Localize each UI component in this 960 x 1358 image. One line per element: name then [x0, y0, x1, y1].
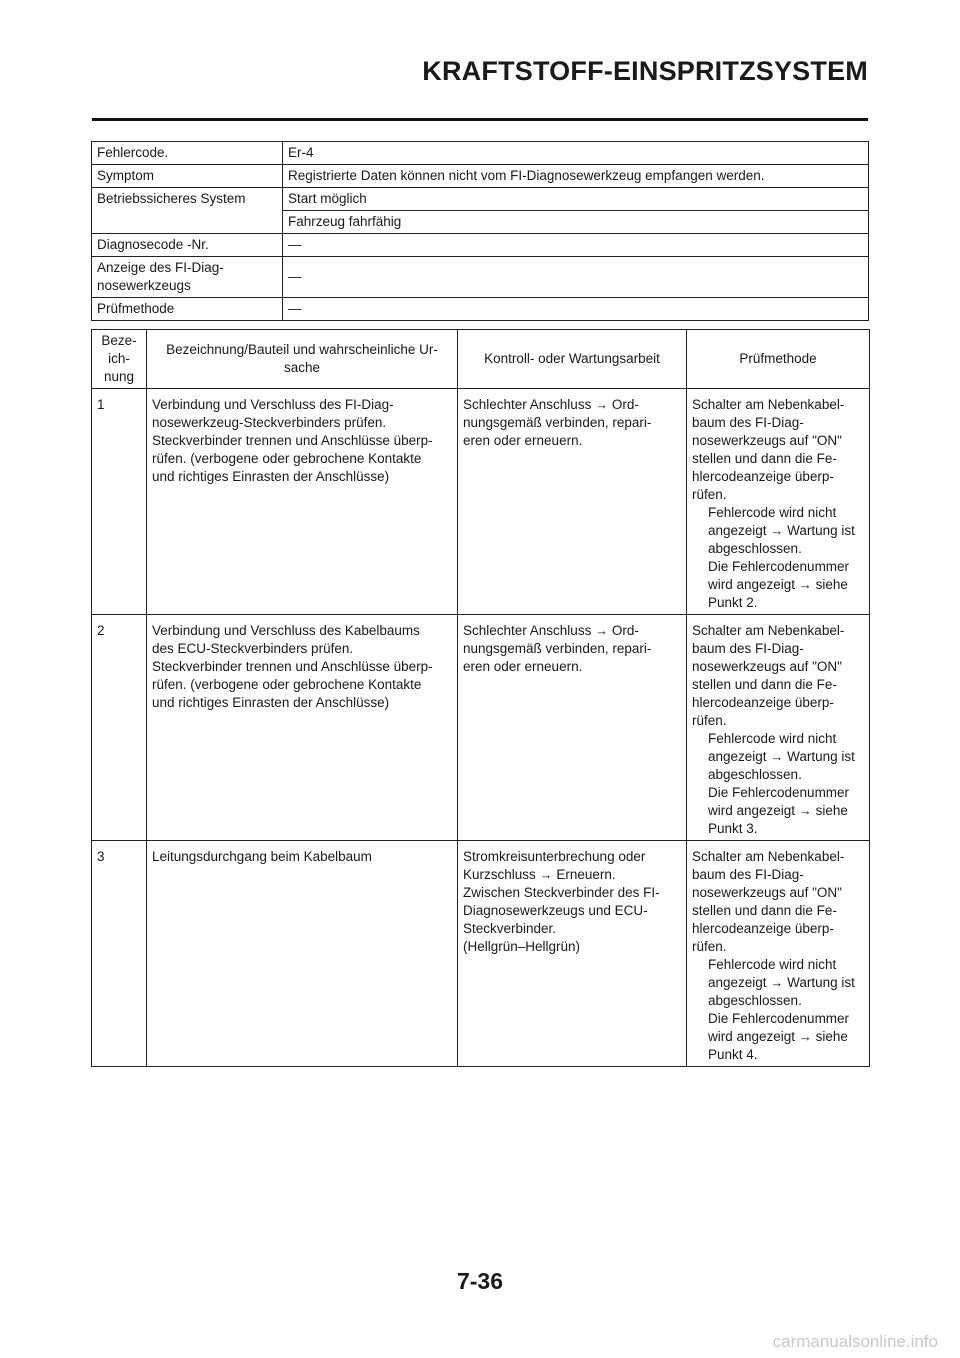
text-line: Stromkreisunterbrechung oder	[463, 849, 646, 864]
text-line: Diagnosewerkzeugs und ECU-	[463, 903, 648, 918]
text-span: Wartung ist	[787, 975, 855, 990]
safety-label: Betriebssicheres System	[92, 188, 283, 234]
table-row	[92, 615, 870, 841]
page-number: 7-36	[456, 1268, 504, 1294]
step-method	[687, 615, 870, 841]
arrow-right-icon: →	[798, 1029, 812, 1044]
symptom-value: Registrierte Daten können nicht vom FI-Diagnosewerkzeug empfangen werden.	[283, 165, 869, 188]
arrow-right-icon: →	[770, 749, 784, 764]
text-line: Verbindung und Verschluss des FI-Diag-	[152, 397, 394, 412]
text-line: nungsgemäß verbinden, repari-	[463, 641, 652, 656]
text-span: angezeigt	[708, 975, 767, 990]
text-line: (Hellgrün–Hellgrün)	[463, 939, 581, 954]
text-line: abgeschlossen.	[708, 541, 802, 556]
text-line: eren oder erneuern.	[463, 659, 583, 674]
text-line: eren oder erneuern.	[463, 433, 583, 448]
text-line: Punkt 3.	[708, 821, 758, 836]
header-line: Bezeichnung/Bauteil und wahrscheinliche Ur-	[166, 342, 438, 357]
table-row	[92, 142, 869, 165]
header-line: Beze-	[101, 333, 137, 348]
text-line	[463, 396, 681, 414]
text-line	[692, 522, 864, 540]
text-line: Schalter am Nebenkabel-	[692, 849, 845, 864]
symptom-label: Symptom	[92, 165, 283, 188]
step-cause	[147, 841, 458, 1067]
col-header-action: Kontroll- oder Wartungsarbeit	[458, 330, 687, 389]
text-span: wird angezeigt	[708, 803, 796, 818]
step-action	[458, 841, 687, 1067]
text-span: Wartung ist	[787, 749, 855, 764]
text-line: nosewerkzeug-Steckverbinders prüfen.	[152, 415, 387, 430]
text-line: Zwischen Steckverbinder des FI-	[463, 885, 660, 900]
col-header-number	[92, 330, 147, 389]
table-row	[92, 389, 870, 615]
text-line: Punkt 4.	[708, 1047, 758, 1062]
step-action	[458, 389, 687, 615]
text-line: Verbindung und Verschluss des Kabelbaums	[152, 623, 420, 638]
display-label-line: Anzeige des FI-Diag-	[97, 260, 224, 275]
safety-value-start: Start möglich	[283, 188, 869, 211]
text-line	[692, 748, 864, 766]
display-label-line: nosewerkzeugs	[97, 278, 191, 293]
text-line: Steckverbinder trennen und Anschlüsse überp-	[152, 659, 433, 674]
step-method	[687, 841, 870, 1067]
text-line: rüfen. (verbogene oder gebrochene Kontakte	[152, 677, 422, 692]
header-line: nung	[103, 369, 135, 384]
text-span: Kurzschluss	[463, 867, 536, 882]
watermark: carmanualsonline.info	[772, 1332, 938, 1351]
text-line	[692, 1028, 864, 1046]
display-label	[92, 257, 283, 298]
text-line: Steckverbinder.	[463, 921, 557, 936]
text-line: rüfen.	[692, 713, 727, 728]
text-line: nosewerkzeugs auf "ON"	[692, 885, 842, 900]
step-number: 2	[92, 615, 147, 841]
arrow-right-icon: →	[539, 867, 553, 882]
text-line: nosewerkzeugs auf "ON"	[692, 659, 842, 674]
text-line: stellen und dann die Fe-	[692, 677, 837, 692]
text-line: baum des FI-Diag-	[692, 415, 804, 430]
text-line: Schalter am Nebenkabel-	[692, 397, 845, 412]
diag-code-label: Diagnosecode -Nr.	[92, 234, 283, 257]
step-cause	[147, 615, 458, 841]
step-cause	[147, 389, 458, 615]
method-value: —	[283, 298, 869, 321]
text-span: angezeigt	[708, 523, 767, 538]
text-span: wird angezeigt	[708, 1029, 796, 1044]
arrow-right-icon: →	[770, 523, 784, 538]
text-line: und richtiges Einrasten der Anschlüsse)	[152, 469, 390, 484]
text-line: und richtiges Einrasten der Anschlüsse)	[152, 695, 390, 710]
step-action	[458, 615, 687, 841]
method-label: Prüfmethode	[92, 298, 283, 321]
text-line: baum des FI-Diag-	[692, 641, 804, 656]
text-line	[692, 576, 864, 594]
table-row	[92, 234, 869, 257]
step-method	[687, 389, 870, 615]
text-line	[463, 866, 681, 884]
text-span: wird angezeigt	[708, 577, 796, 592]
text-span: siehe	[815, 577, 848, 592]
steps-table	[91, 329, 870, 1067]
text-line: rüfen.	[692, 487, 727, 502]
safety-value-drive: Fahrzeug fahrfähig	[283, 211, 869, 234]
text-line: Die Fehlercodenummer	[708, 1011, 850, 1026]
text-line: nosewerkzeugs auf "ON"	[692, 433, 842, 448]
table-row	[92, 257, 869, 298]
page-title: KRAFTSTOFF-EINSPRITZSYSTEM	[422, 56, 868, 86]
text-line: abgeschlossen.	[708, 993, 802, 1008]
steps-header-row	[92, 330, 870, 389]
text-line: Fehlercode wird nicht	[708, 731, 837, 746]
text-line: Fehlercode wird nicht	[708, 957, 837, 972]
text-line: Die Fehlercodenummer	[708, 559, 850, 574]
text-span: Schlechter Anschluss	[463, 397, 592, 412]
text-line: hlercodeanzeige überp-	[692, 469, 834, 484]
table-row	[92, 188, 869, 211]
text-line: stellen und dann die Fe-	[692, 903, 837, 918]
text-line: Steckverbinder trennen und Anschlüsse überp-	[152, 433, 433, 448]
text-line: Die Fehlercodenummer	[708, 785, 850, 800]
text-line: nungsgemäß verbinden, repari-	[463, 415, 652, 430]
text-line: hlercodeanzeige überp-	[692, 921, 834, 936]
table-row	[92, 165, 869, 188]
fehlercode-label: Fehlercode.	[92, 142, 283, 165]
text-line: Leitungsdurchgang beim Kabelbaum	[152, 849, 372, 864]
text-line	[692, 974, 864, 992]
arrow-right-icon: →	[595, 397, 609, 412]
text-span: siehe	[815, 803, 848, 818]
fehlercode-value: Er-4	[283, 142, 869, 165]
text-line: des ECU-Steckverbinders prüfen.	[152, 641, 354, 656]
fault-info-table	[91, 141, 869, 321]
text-line: abgeschlossen.	[708, 767, 802, 782]
text-line: Fehlercode wird nicht	[708, 505, 837, 520]
text-line: Punkt 2.	[708, 595, 758, 610]
text-line	[692, 802, 864, 820]
text-span: Ord-	[611, 623, 639, 638]
text-line: hlercodeanzeige überp-	[692, 695, 834, 710]
text-span: siehe	[815, 1029, 848, 1044]
text-line	[463, 622, 681, 640]
text-line: stellen und dann die Fe-	[692, 451, 837, 466]
text-span: Erneuern.	[556, 867, 616, 882]
text-line: Schalter am Nebenkabel-	[692, 623, 845, 638]
table-row	[92, 298, 869, 321]
display-value: —	[283, 257, 869, 298]
text-span: Wartung ist	[787, 523, 855, 538]
text-span: angezeigt	[708, 749, 767, 764]
header-line: sache	[283, 360, 321, 375]
header-line: ich-	[108, 351, 130, 366]
col-header-cause	[147, 330, 458, 389]
arrow-right-icon: →	[770, 975, 784, 990]
step-number: 3	[92, 841, 147, 1067]
step-number: 1	[92, 389, 147, 615]
arrow-right-icon: →	[595, 623, 609, 638]
text-line: baum des FI-Diag-	[692, 867, 804, 882]
header-rule	[92, 118, 868, 121]
col-header-method: Prüfmethode	[687, 330, 870, 389]
text-span: Ord-	[611, 397, 639, 412]
arrow-right-icon: →	[798, 803, 812, 818]
diag-code-value: —	[283, 234, 869, 257]
text-span: Schlechter Anschluss	[463, 623, 592, 638]
text-line: rüfen. (verbogene oder gebrochene Kontakte	[152, 451, 422, 466]
arrow-right-icon: →	[798, 577, 812, 592]
table-row	[92, 841, 870, 1067]
text-line: rüfen.	[692, 939, 727, 954]
